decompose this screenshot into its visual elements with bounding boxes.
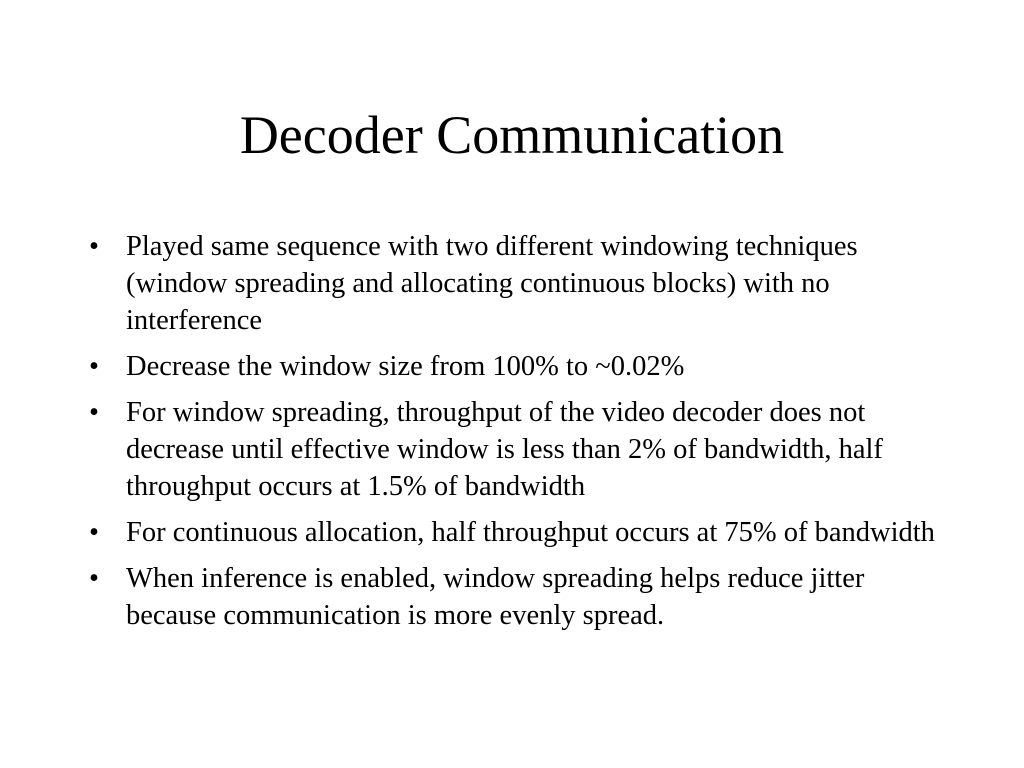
bullet-icon: • (89, 563, 99, 594)
slide-title: Decoder Communication (239, 105, 785, 165)
bullet-item (84, 348, 954, 385)
bullet-text: For continuous allocation, half throughput occurs at 75% of bandwidth (126, 517, 935, 548)
bullet-text: For window spreading, throughput of the video decoder does not decrease until effective window is less than 2% of bandwidth, half throughput occurs at 1.5% of bandwidth (126, 397, 883, 502)
bullet-item (84, 560, 954, 634)
bullet-text: When inference is enabled, window spreading helps reduce jitter because communication is more evenly spread. (126, 563, 865, 631)
bullet-icon: • (89, 397, 99, 428)
bullet-item (84, 394, 954, 505)
bullet-icon: • (89, 231, 99, 262)
bullet-item (84, 514, 954, 551)
bullet-text: Decrease the window size from 100% to ~0.02% (126, 351, 685, 382)
bullet-icon: • (89, 517, 99, 548)
bullet-list (84, 228, 954, 643)
bullet-item (84, 228, 954, 339)
bullet-text: Played same sequence with two different windowing techniques (window spreading and allocating continuous blocks) with no interference (126, 231, 858, 336)
bullet-icon: • (89, 351, 99, 382)
